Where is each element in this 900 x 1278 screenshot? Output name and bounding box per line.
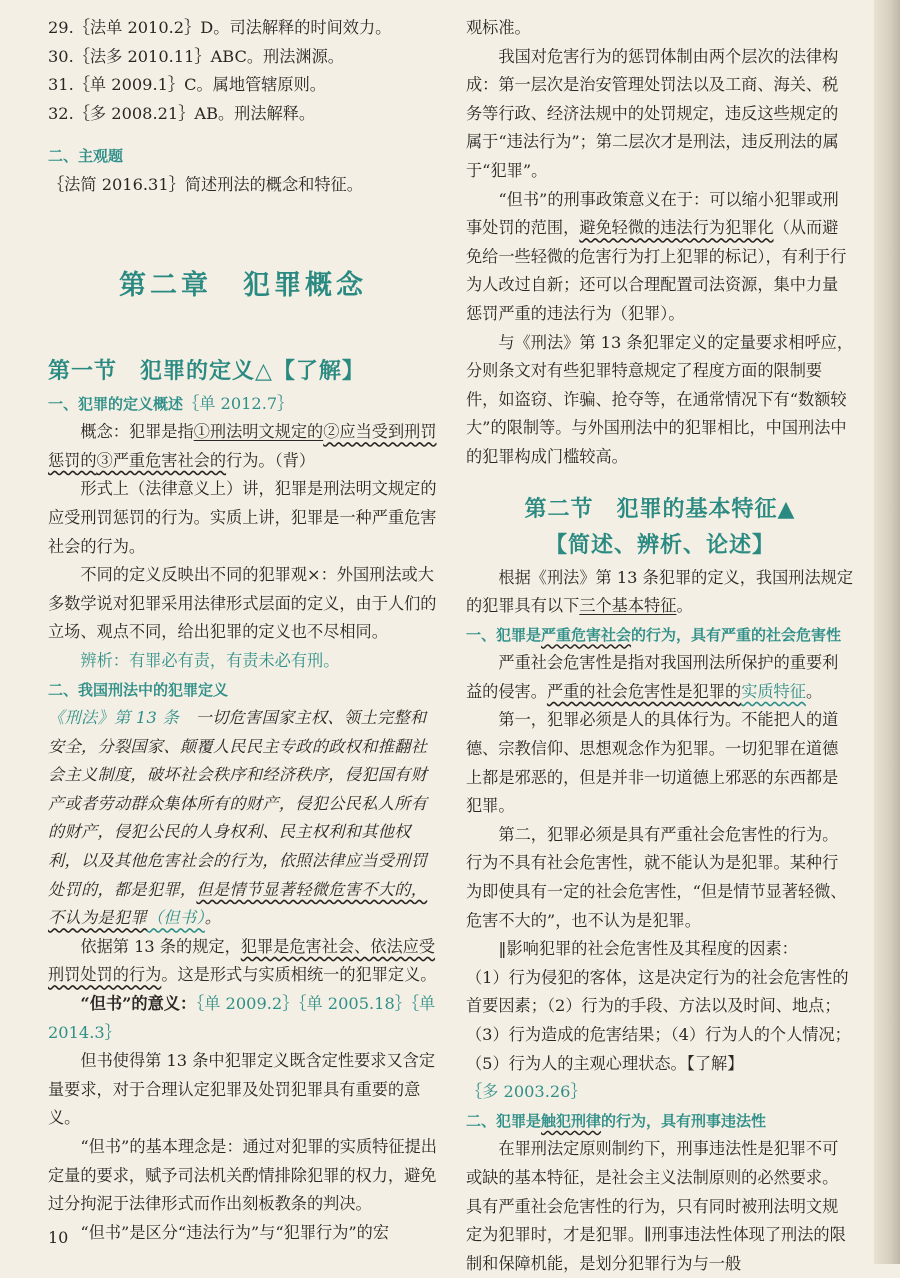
concept-point-2: ②应当受到刑罚惩罚的 (48, 422, 437, 470)
harm-tail: 。 (805, 681, 823, 701)
proviso-paragraph-2: “但书”的基本理念是：通过对犯罪的实质特征提出定量的要求，赋予司法机关酌情排除犯罪的权力，避免过分拘泥于法律形式而作出刻板教条的判决。 (48, 1137, 437, 1214)
concept-paragraph (48, 418, 438, 475)
question-answer-31: 31.｛单 2009.1｝C。属地管辖原则。 (48, 75, 326, 95)
s1-heading-1 (48, 390, 438, 419)
p13-lead: 依据第 13 条的规定， (80, 936, 241, 956)
article-13-paragraph (48, 933, 438, 990)
continuation-text: 观标准。 (466, 18, 531, 37)
factors-tag-understand: 【了解】 (686, 1053, 744, 1073)
harm-essence: 实质特征 (741, 681, 806, 701)
factors-list (466, 964, 854, 1107)
s1-heading-1-tag: ｛单 2012.7｝ (183, 393, 294, 413)
law-proviso-text: 但是情节显著轻微危害不大的，不认为是犯罪 (48, 879, 428, 928)
law-article-13 (48, 704, 438, 933)
question-answer-30: 30.｛法多 2010.11｝ABC。刑法渊源。 (48, 46, 344, 66)
p13-key: 犯罪是危害社会、依法应受刑罚处罚的行为 (48, 936, 436, 985)
chapter-title: 第二章 犯罪概念 (119, 269, 367, 301)
factors-heading: ‖影响犯罪的社会危害性及其程度的因素： (498, 939, 798, 959)
factors-tag-exam: ｛多 2003.26｝ (466, 1082, 587, 1102)
intro-tail: 。 (676, 596, 693, 616)
law-text: 一切危害国家主权、领土完整和安全，分裂国家、颠覆人民民主专政的政权和推翻社会主义制度，破坏社会秩序和经济秩序，侵犯国有财产或者劳动群众集体所有的财产，侵犯公民私人所有的财产，侵犯公民的人身权利、民主权利和其他权利，以及其他危害社会的行为，依照法律应当受刑罚处罚的，都是犯罪， (48, 708, 428, 899)
proviso-paragraph-3: “但书”是区分“违法行为”与“犯罪行为”的宏 (80, 1222, 390, 1242)
proviso-paragraph-1: 但书使得第 13 条中犯罪定义既含定性要求又含定量要求，对于合理认定犯罪及处罚犯罪具有重要的意义。 (48, 1051, 436, 1128)
law-text-end: 。 (204, 908, 222, 928)
section-2-title: 第二节 犯罪的基本特征▲ (524, 495, 796, 522)
factor-4: （4）行为人的个人情况； (670, 1025, 851, 1044)
s1-heading-2: 二、我国刑法中的犯罪定义 (48, 680, 229, 699)
levels-paragraph: 我国对危害行为的惩罚体制由两个层次的法律构成：第一层次是治安管理处罚法以及工商、海关、税务等行政、经济法规中的处罚规定，违反这些规定的属于“违法行为”；第二层次才是刑法，违反刑法的属于“犯罪”。 (466, 46, 839, 180)
law-proviso-tag: （但书） (146, 908, 205, 928)
question-answer-29: 29.｛法单 2010.2｝D。司法解释的时间效力。 (48, 18, 392, 37)
s2-h1-tail: 的行为，具有严重的社会危害性 (631, 625, 842, 644)
intro-key: 三个基本特征 (579, 596, 677, 616)
illegality-paragraph: 在罪刑法定原则制约下，刑事违法性是犯罪不可或缺的基本特征，是社会主义法制原则的必然要求。具有严重社会危害性的行为，只有同时被刑法明文规定为犯罪时，才是犯罪。∥刑事违法性体现了刑法的限制和保障机能，是划分犯罪行为与一般 (466, 1139, 846, 1273)
policy-tail: （从而避免给一些轻微的危害行为打上犯罪的标记），有利于行为人改过自新；还可以合理配置司法资源，集中力量惩罚严重的违法行为（犯罪）。 (466, 218, 847, 323)
section-1-title: 第一节 犯罪的定义△【了解】 (48, 357, 365, 384)
s2-h2-tail: 的行为，具有刑事违法性 (601, 1111, 767, 1130)
harm-key: 严重的社会危害性是犯罪的 (546, 681, 742, 701)
p13-tail: 。这是形式与实质相统一的犯罪定义。 (161, 965, 437, 985)
analysis-note: 辨析：有罪必有责，有责未必有刑。 (80, 650, 340, 670)
factor-3: （3）行为造成的危害结果； (466, 1025, 671, 1044)
proviso-label: “但书”的意义： (80, 994, 197, 1014)
page-edge (874, 0, 900, 1264)
question-answer-32: 32.｛多 2008.21｝AB。刑法解释。 (48, 103, 316, 123)
proviso-meaning (48, 990, 438, 1047)
proviso-tags: ｛单 2009.2｝｛单 2005.18｝｛单 2014.3｝ (48, 994, 436, 1042)
factor-1: （1）行为侵犯的客体，这是决定行为的社会危害性的首要因素； (466, 967, 849, 1016)
subjective-question: ｛法简 2016.31｝简述刑法的概念和特征。 (48, 174, 363, 194)
left-column (48, 14, 438, 1247)
s2-heading-1 (466, 621, 854, 650)
first-paragraph: 第一，犯罪必须是人的具体行为。不能把人的道德、宗教信仰、思想观念作为犯罪。一切犯罪在道德上都是邪恶的，但是并非一切道德上邪恶的东西都是犯罪。 (466, 710, 839, 816)
concept-tail: 行为。（背） (226, 450, 316, 470)
intro-lead: 根据《刑法》第 13 条犯罪的定义，我国刑法规定的犯罪具有以下 (466, 567, 854, 616)
subjective-heading: 二、主观题 (48, 147, 124, 166)
s2-heading-2 (466, 1107, 854, 1136)
second-paragraph: 第二，犯罪必须是具有严重社会危害性的行为。行为不具有社会危害性，就不能认为是犯罪。某种行为即使具有一定的社会危害性，“但是情节显著轻微、危害不大的”，也不认为是犯罪。 (466, 824, 847, 930)
policy-lead: “但书”的刑事政策意义在于：可以缩小犯罪或刑事处罚的范围， (466, 189, 839, 238)
harm-paragraph (466, 649, 854, 706)
concept-point-1: ①刑法明文规定的 (193, 422, 324, 442)
s2-h2-lead: 二、犯罪是 (466, 1111, 542, 1130)
s2-h2-key: 触犯刑律 (541, 1111, 602, 1130)
concept-point-3: ③严重危害社会的 (96, 450, 227, 470)
formal-paragraph: 形式上（法律意义上）讲，犯罪是刑法明文规定的应受刑罚惩罚的行为。实质上讲，犯罪是一种严重危害社会的行为。 (48, 479, 437, 556)
factor-2: （2）行为的手段、方法以及时间、地点； (546, 996, 841, 1016)
quantity-paragraph: 与《刑法》第 13 条犯罪定义的定量要求相呼应，分则条文对有些犯罪特意规定了程度方面的限制要件，如盗窃、诈骗、抢夺等，在通常情况下有“数额较大”的限制等。与外国刑法中的犯罪相比，中国刑法中的犯罪构成门槛较高。 (466, 332, 854, 466)
factor-5: （5）行为人的主观心理状态。 (466, 1053, 687, 1073)
policy-paragraph (466, 186, 854, 329)
features-intro (466, 564, 854, 621)
views-paragraph: 不同的定义反映出不同的犯罪观×：外国刑法或大多数学说对犯罪采用法律形式层面的定义，由于人们的立场、观点不同，给出犯罪的定义也不尽相同。 (48, 565, 437, 642)
page-number: 10 (48, 1228, 69, 1247)
concept-lead: 概念：犯罪是指 (80, 422, 194, 442)
s2-h1-lead: 一、犯罪是 (466, 625, 542, 644)
section-2-subtitle: 【简述、辨析、论述】 (544, 531, 775, 558)
policy-key: 避免轻微的违法行为犯罪化 (579, 218, 774, 238)
harm-lead: 严重社会危害性是指对我国刑法所保护的重要利益的侵害。 (466, 653, 839, 701)
law-ref: 《刑法》第 13 条 (48, 708, 180, 728)
s1-heading-1-label: 一、犯罪的定义概述 (48, 394, 184, 413)
s2-h1-key: 严重危害社会 (541, 625, 632, 644)
right-column (466, 14, 854, 1278)
